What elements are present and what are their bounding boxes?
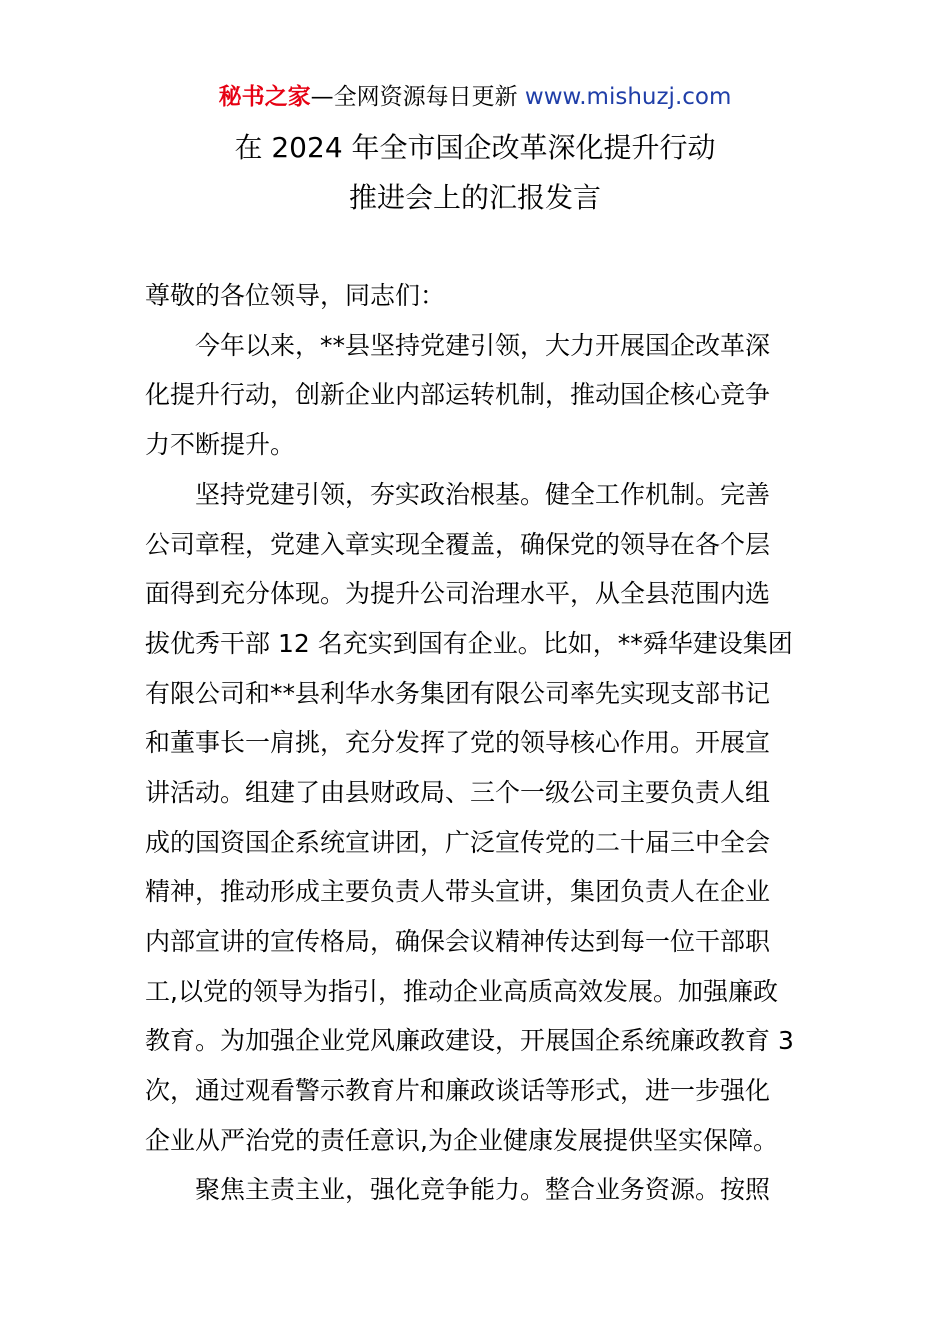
body-line: 面得到充分体现。为提升公司治理水平，从全县范围内选 <box>145 579 771 608</box>
body-line: 坚持党建引领，夯实政治根基。健全工作机制。完善 <box>145 480 771 509</box>
body-line: 化提升行动，创新企业内部运转机制，推动国企核心竞争 <box>145 380 771 409</box>
body-line: 公司章程，党建入章实现全覆盖，确保党的领导在各个层 <box>145 530 771 559</box>
salutation: 尊敬的各位领导，同志们： <box>145 281 446 310</box>
body-line: 和董事长一肩挑，充分发挥了党的领导核心作用。开展宣 <box>145 728 771 757</box>
body-line: 有限公司和**县利华水务集团有限公司率先实现支部书记 <box>145 679 771 708</box>
body-line: 内部宣讲的宣传格局，确保会议精神传达到每一位干部职 <box>145 927 771 956</box>
body-line: 成的国资国企系统宣讲团，广泛宣传党的二十届三中全会 <box>145 828 771 857</box>
body-line: 讲活动。组建了由县财政局、三个一级公司主要负责人组 <box>145 778 771 807</box>
site-brand: 秘书之家 <box>218 84 311 110</box>
body-line: 工,以党的领导为指引，推动企业高质高效发展。加强廉政 <box>145 977 778 1006</box>
body-line: 教育。为加强企业党风廉政建设，开展国企系统廉政教育 3 <box>145 1026 794 1055</box>
body-line: 力不断提升。 <box>145 430 296 459</box>
body-line: 企业从严治党的责任意识,为企业健康发展提供坚实保障。 <box>145 1126 778 1155</box>
document-title-line-2: 推进会上的汇报发言 <box>348 181 601 214</box>
site-url-link[interactable]: www.mishuzj.com <box>524 84 732 110</box>
body-line: 聚焦主责主业，强化竞争能力。整合业务资源。按照 <box>145 1175 771 1204</box>
body-line: 次，通过观看警示教育片和廉政谈话等形式，进一步强化 <box>145 1076 771 1105</box>
body-line: 今年以来，**县坚持党建引领，大力开展国企改革深 <box>145 331 771 360</box>
body-line: 拔优秀干部 12 名充实到国有企业。比如，**舜华建设集团 <box>145 629 793 658</box>
site-tagline: —全网资源每日更新 <box>310 84 525 110</box>
body-line: 精神，推动形成主要负责人带头宣讲，集团负责人在企业 <box>145 877 771 906</box>
document-title-line-1: 在 2024 年全市国企改革深化提升行动 <box>234 131 716 164</box>
site-header <box>0 80 950 114</box>
